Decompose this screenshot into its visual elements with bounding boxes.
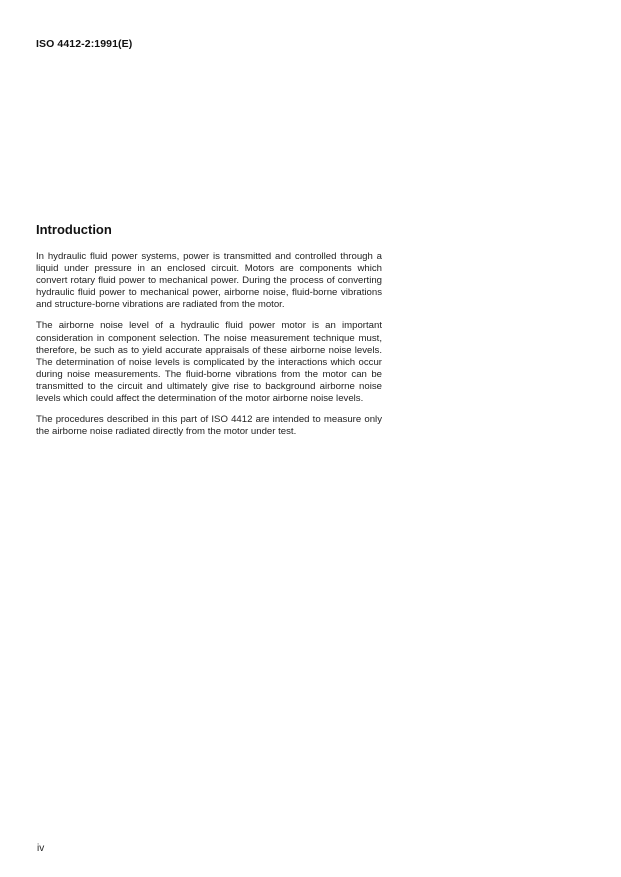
document-reference: ISO 4412-2:1991(E)	[36, 38, 133, 50]
page-number: iv	[37, 843, 45, 854]
introduction-section	[36, 222, 382, 447]
section-title: Introduction	[36, 222, 112, 237]
paragraph-2: The airborne noise level of a hydraulic fluid power motor is an important consideration in component selection. The noise measurement technique must, therefore, be such as to yield accurate appraisals of these airborne noise levels. The determination of noise levels is complicated by the interactions which occur during noise measurements. The fluid-borne vibrations from the motor can be transmitted to the circuit and ultimately give rise to background airborne noise levels which could affect the determination of the motor airborne noise levels.	[36, 320, 382, 405]
paragraph-3: The procedures described in this part of ISO 4412 are intended to measure only the airborne noise radiated directly from the motor under test.	[36, 414, 382, 438]
paragraph-1: In hydraulic fluid power systems, power is transmitted and controlled through a liquid under pressure in an enclosed circuit. Motors are components which convert rotary fluid power to mechanical power. During the process of converting hydraulic fluid power to mechanical power, airborne noise, fluid-borne vibrations and structure-borne vibrations are radiated from the motor.	[36, 251, 382, 311]
